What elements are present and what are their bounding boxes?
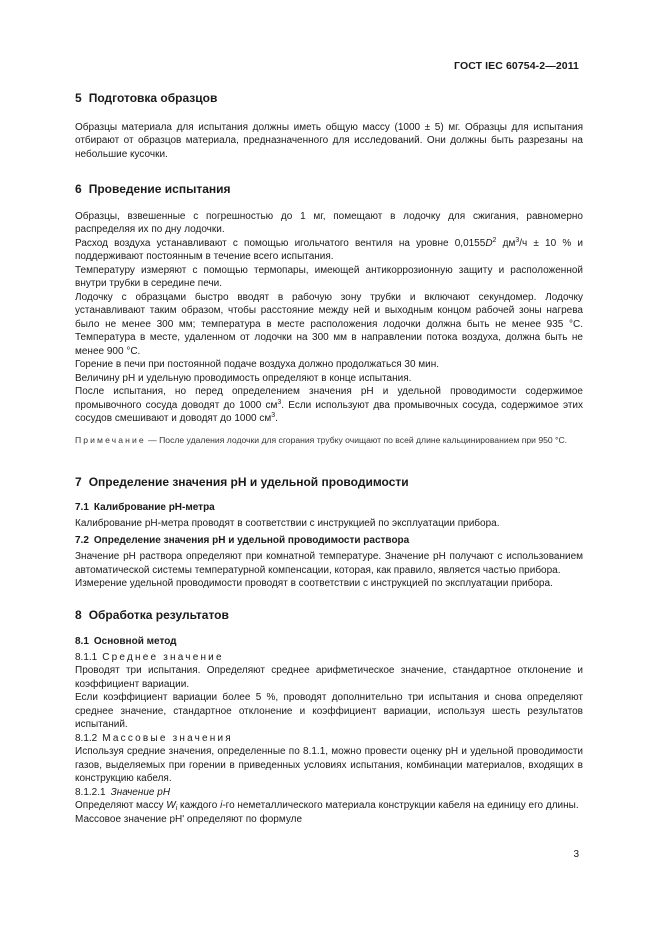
paragraph-text: Образцы материала для испытания должны иметь общую массу (1000 ± 5) мг. Образцы для испытания отбирают от образцов материала, предназначенного для исследований. Они должны быть разрезаны на небольшие кусочки. xyxy=(75,121,583,160)
paragraph xyxy=(75,210,583,237)
variable-w: W xyxy=(166,800,176,811)
variable-i: i xyxy=(220,800,223,811)
paragraph xyxy=(75,813,583,827)
paragraph xyxy=(75,372,583,386)
paragraph-text: Калибрование pH-метра проводят в соответствии с инструкцией по эксплуатации прибора. xyxy=(75,518,500,529)
paragraph-text: Используя средние значения, определенные по 8.1.1, можно провести оценку pH и удельной проводимости газов, выделяемых при горении в приведенных условиях испытания, комбинации материалов, входящих в конструкцию кабеля. xyxy=(75,746,583,784)
section-7-heading xyxy=(75,476,583,490)
section-number: 7 xyxy=(75,475,82,489)
text-fragment: Расход воздуха устанавливают с помощью игольчатого вентиля на уровне 0,0155 xyxy=(75,237,486,249)
paragraph-text: Значение pH раствора определяют при комнатной температуре. Значение pH получают с использованием автоматической системы температурной компенсации, которая, как правило, является частью прибора. xyxy=(75,551,583,576)
paragraph xyxy=(75,745,583,786)
subscript-i: i xyxy=(175,805,178,812)
paragraph-text: Температуру измеряют с помощью термопары, имеющей антикоррозионную защиту и расположенной внутри трубки в середине печи. xyxy=(75,264,583,289)
note-label: Примечание xyxy=(75,434,146,445)
superscript: 3 xyxy=(271,412,276,419)
paragraph-mass xyxy=(75,799,583,813)
paragraph xyxy=(75,121,583,162)
text-fragment: . Если используют два промывочных сосуда, содержимое этих сосудов смешивают и доводят до 1000 см xyxy=(75,399,583,424)
section-title: Определение значения pH и удельной проводимости xyxy=(88,475,409,489)
subsection-title: Определение значения pH и удельной проводимости раствора xyxy=(93,534,410,546)
paragraph-text: Горение в печи при постоянной подаче воздуха должно продолжаться 30 мин. xyxy=(75,359,440,370)
paragraph xyxy=(75,691,583,732)
subsection-number: 7.1 xyxy=(75,501,89,513)
superscript: 3 xyxy=(515,236,520,244)
paragraph-text: Образцы, взвешенные с погрешностью до 1 мг, помещают в лодочку для сжигания, равномерно распределяя их по дну лодочки. xyxy=(75,210,583,235)
text-fragment: дм xyxy=(496,237,516,249)
paragraph-airflow xyxy=(75,237,583,264)
section-number: 5 xyxy=(75,91,82,105)
page-number: 3 xyxy=(573,849,579,860)
clause-number: 8.1.2.1 xyxy=(75,786,106,798)
paragraph-text: Величину pH и удельную проводимость определяют в конце испытания. xyxy=(75,372,412,384)
superscript: 3 xyxy=(277,398,282,406)
paragraph xyxy=(75,264,583,291)
paragraph-text: Лодочку с образцами быстро вводят в рабочую зону трубки и включают секундомер. Лодочку устанавливают таким образом, чтобы расстояние между ней и выходным концом рабочей зоны нагрева было не менее 300 мм; температура в месте расположения лодочки должна быть не менее 935 °С. Температура в месте, удаленном от лодочки на 300 мм в направлении потока воздуха, должна быть не менее 900 °С. xyxy=(75,291,583,357)
clause-8-1-1-heading xyxy=(75,651,583,665)
clause-8-1-2-1-heading xyxy=(75,786,583,800)
subsection-title: Калибрование pH-метра xyxy=(93,501,215,513)
text-fragment: каждого xyxy=(177,800,221,811)
paragraph xyxy=(75,577,583,591)
note-text: — После удаления лодочки для сгорания трубку очищают по всей длине кальцинированием при 950 °С. xyxy=(145,434,568,445)
section-5-heading xyxy=(75,92,583,106)
clause-8-1-2-heading xyxy=(75,732,583,746)
clause-number: 8.1.1 xyxy=(75,651,98,663)
section-number: 6 xyxy=(75,182,82,196)
superscript: 2 xyxy=(492,236,497,244)
section-title: Проведение испытания xyxy=(88,182,231,196)
paragraph xyxy=(75,664,583,691)
subsection-7-2-heading xyxy=(75,534,583,548)
clause-title: Значение pH xyxy=(110,786,171,798)
section-number: 8 xyxy=(75,607,82,622)
paragraph xyxy=(75,291,583,359)
text-fragment: -го неметаллического материала конструкции кабеля на единицу его длины. xyxy=(222,800,579,811)
clause-number: 8.1.2 xyxy=(75,732,98,744)
note xyxy=(75,434,583,447)
text-fragment: Определяют массу xyxy=(75,800,167,811)
paragraph-text: Массовое значение pH' определяют по формуле xyxy=(75,813,303,825)
paragraph xyxy=(75,517,583,531)
section-title: Подготовка образцов xyxy=(88,91,218,105)
paragraph xyxy=(75,550,583,577)
paragraph-text: Измерение удельной проводимости проводят в соответствии с инструкцией по эксплуатации прибора. xyxy=(75,578,553,589)
text-fragment: После испытания, но перед определением значения pH и удельной проводимости содержимое промывочного сосуда доводят до 1000 см xyxy=(75,386,583,411)
subsection-title: Основной метод xyxy=(93,636,177,647)
section-8-heading xyxy=(75,609,583,623)
subsection-number: 8.1 xyxy=(75,636,89,647)
clause-title: Массовые значения xyxy=(102,732,233,744)
section-title: Обработка результатов xyxy=(88,607,229,622)
paragraph-text: Проводят три испытания. Определяют среднее арифметическое значение, стандартное отклонение и коэффициент вариации. xyxy=(75,665,583,690)
text-fragment: /ч ± 10 % и поддерживают постоянным в течение всего испытания. xyxy=(75,237,583,262)
variable-d: D xyxy=(485,237,493,249)
page-content xyxy=(75,92,583,826)
subsection-7-1-heading xyxy=(75,501,583,515)
clause-title: Среднее значение xyxy=(102,651,224,663)
text-fragment: . xyxy=(275,413,278,424)
paragraph-volume xyxy=(75,385,583,426)
paragraph-text: Если коэффициент вариации более 5 %, проводят дополнительно три испытания и снова определяют среднее значение, стандартное отклонение и коэффициент вариации, используя шесть результатов испытаний. xyxy=(75,692,583,730)
paragraph xyxy=(75,358,583,372)
document-code: ГОСТ IEC 60754-2—2011 xyxy=(454,60,579,72)
subsection-8-1-heading xyxy=(75,635,583,649)
subsection-number: 7.2 xyxy=(75,534,89,546)
section-6-heading xyxy=(75,183,583,197)
